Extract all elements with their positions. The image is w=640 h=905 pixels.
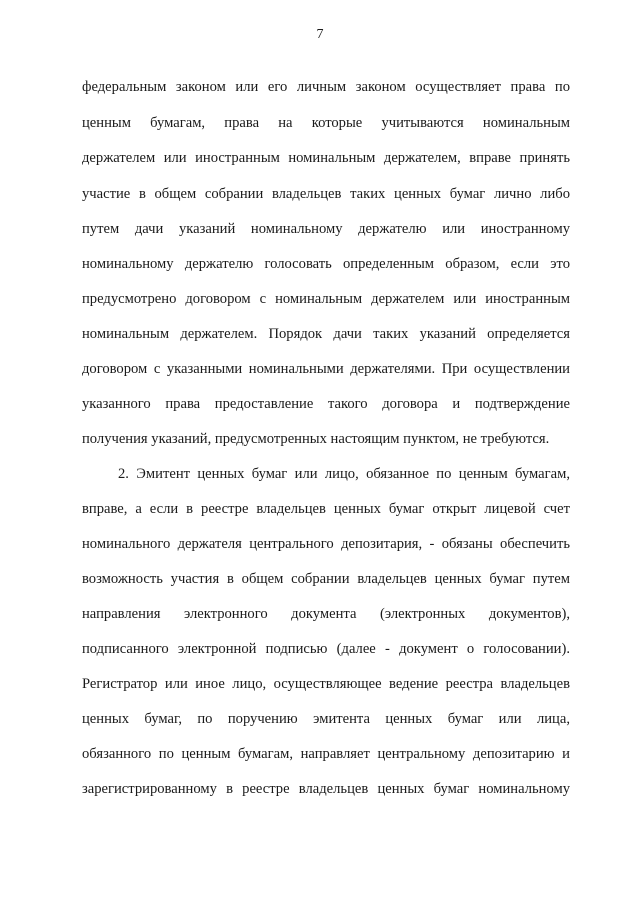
text-line: 2. Эмитент ценных бумаг или лицо, обязанное по ценным бумагам, (118, 466, 570, 482)
text-line: номинальному держателю голосовать определенным образом, если это (82, 256, 570, 272)
text-line: получения указаний, предусмотренных настоящим пунктом, не требуются. (82, 431, 550, 447)
text-line: обязанного по ценным бумагам, направляет центральному депозитарию и (82, 746, 570, 762)
text-line: возможность участия в общем собрании владельцев ценных бумаг путем (82, 571, 570, 587)
text-line: ценным бумагам, права на которые учитываются номинальным (82, 115, 570, 131)
text-line: предусмотрено договором с номинальным держателем или иностранным (82, 291, 570, 307)
text-line: федеральным законом или его личным законом осуществляет права по (82, 79, 570, 95)
text-line: подписанного электронной подписью (далее - документ о голосовании). (82, 641, 570, 657)
text-line: вправе, а если в реестре владельцев ценных бумаг открыт лицевой счет (82, 501, 570, 517)
text-line: держателем или иностранным номинальным держателем, вправе принять (82, 150, 570, 166)
text-line: номинального держателя центрального депозитария, - обязаны обеспечить (82, 536, 570, 552)
text-line: зарегистрированному в реестре владельцев ценных бумаг номинальному (82, 781, 570, 797)
text-line: ценных бумаг, по поручению эмитента ценных бумаг или лица, (82, 711, 570, 727)
page-number: 7 (316, 27, 324, 42)
text-line: договором с указанными номинальными держателями. При осуществлении (82, 361, 570, 377)
text-line: указанного права предоставление такого договора и подтверждение (82, 396, 570, 412)
text-line: путем дачи указаний номинальному держателю или иностранному (82, 221, 570, 237)
text-line: направления электронного документа (электронных документов), (82, 606, 570, 622)
text-line: участие в общем собрании владельцев таких ценных бумаг лично либо (82, 186, 570, 202)
text-line: номинальным держателем. Порядок дачи таких указаний определяется (82, 326, 570, 342)
text-line: Регистратор или иное лицо, осуществляющее ведение реестра владельцев (82, 676, 570, 692)
